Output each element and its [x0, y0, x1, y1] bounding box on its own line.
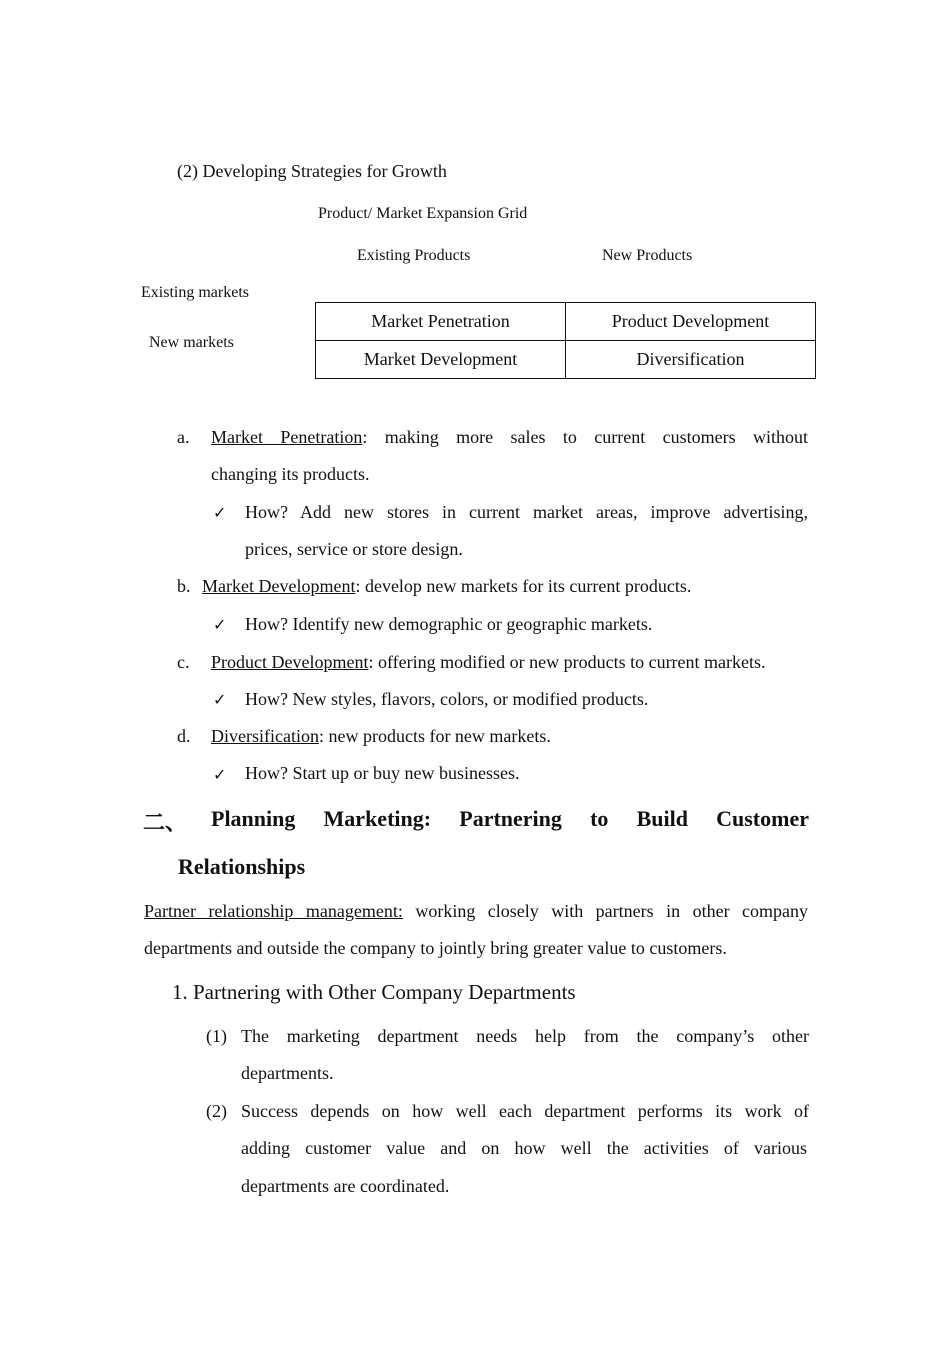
- section-2-title-line1: Planning Marketing: Partnering to Build Customer: [211, 806, 809, 831]
- item-a-line1: [211, 427, 808, 448]
- grid-title: Product/ Market Expansion Grid: [318, 205, 528, 222]
- item-b-definition: : develop new markets for its current products.: [355, 576, 692, 596]
- point-1-line1: The marketing department needs help from the company’s other: [241, 1026, 809, 1046]
- item-d-line: [211, 726, 551, 747]
- grid-cell-diversification: Diversification: [566, 341, 816, 379]
- point-2-line3: departments are coordinated.: [241, 1176, 450, 1196]
- item-c-definition: : offering modified or new products to current markets.: [368, 652, 766, 672]
- grid-cell-market-development: Market Development: [316, 341, 566, 379]
- grid-row-new-markets: New markets: [149, 334, 234, 351]
- item-a-how-line1: How? Add new stores in current market areas, improve advertising,: [245, 502, 808, 522]
- item-b-marker: b.: [177, 576, 191, 596]
- checkmark-icon: ✓: [213, 503, 227, 522]
- item-a-line2: changing its products.: [211, 464, 370, 484]
- item-c-line: [211, 652, 766, 673]
- item-d-term: Diversification: [211, 726, 319, 746]
- item-d-how: How? Start up or buy new businesses.: [245, 763, 520, 783]
- item-a-term: Market Penetration: [211, 427, 363, 447]
- item-a-definition: : making more sales to current customers without: [362, 427, 808, 447]
- prm-line1: [144, 901, 808, 922]
- point-2-line2: adding customer value and on how well the activities of various: [241, 1138, 807, 1158]
- point-2-line1: Success depends on how well each department performs its work of: [241, 1101, 809, 1121]
- item-d-marker: d.: [177, 726, 191, 746]
- item-b-how: How? Identify new demographic or geographic markets.: [245, 614, 653, 634]
- checkmark-icon: ✓: [213, 690, 227, 709]
- subheading-1: 1. Partnering with Other Company Departments: [172, 980, 576, 1004]
- point-2-marker: (2): [206, 1101, 227, 1121]
- item-a-how-line2: prices, service or store design.: [245, 539, 463, 559]
- item-b-line: [202, 576, 691, 597]
- prm-definition: working closely with partners in other company: [402, 901, 809, 921]
- grid-cell-market-penetration: Market Penetration: [316, 303, 566, 341]
- checkmark-icon: ✓: [213, 765, 227, 784]
- section-2-title-line2: Relationships: [178, 854, 306, 879]
- point-1-marker: (1): [206, 1026, 227, 1046]
- item-c-term: Product Development: [211, 652, 369, 672]
- section-2-marker: 二、: [143, 810, 188, 835]
- grid-cell-product-development: Product Development: [566, 303, 816, 341]
- point-1-line2: departments.: [241, 1063, 334, 1083]
- checkmark-icon: ✓: [213, 615, 227, 634]
- item-c-marker: c.: [177, 652, 190, 672]
- item-d-definition: : new products for new markets.: [318, 726, 551, 746]
- item-b-term: Market Development: [202, 576, 356, 596]
- grid-col-new-products: New Products: [602, 247, 693, 264]
- expansion-grid-table: [315, 302, 816, 379]
- prm-term: Partner relationship management:: [144, 901, 403, 921]
- prm-line2: departments and outside the company to jointly bring greater value to customers.: [144, 938, 727, 958]
- grid-row-existing-markets: Existing markets: [141, 284, 249, 301]
- grid-col-existing-products: Existing Products: [357, 247, 471, 264]
- item-c-how: How? New styles, flavors, colors, or modified products.: [245, 689, 649, 709]
- section-heading: (2) Developing Strategies for Growth: [177, 161, 447, 181]
- item-a-marker: a.: [177, 427, 190, 447]
